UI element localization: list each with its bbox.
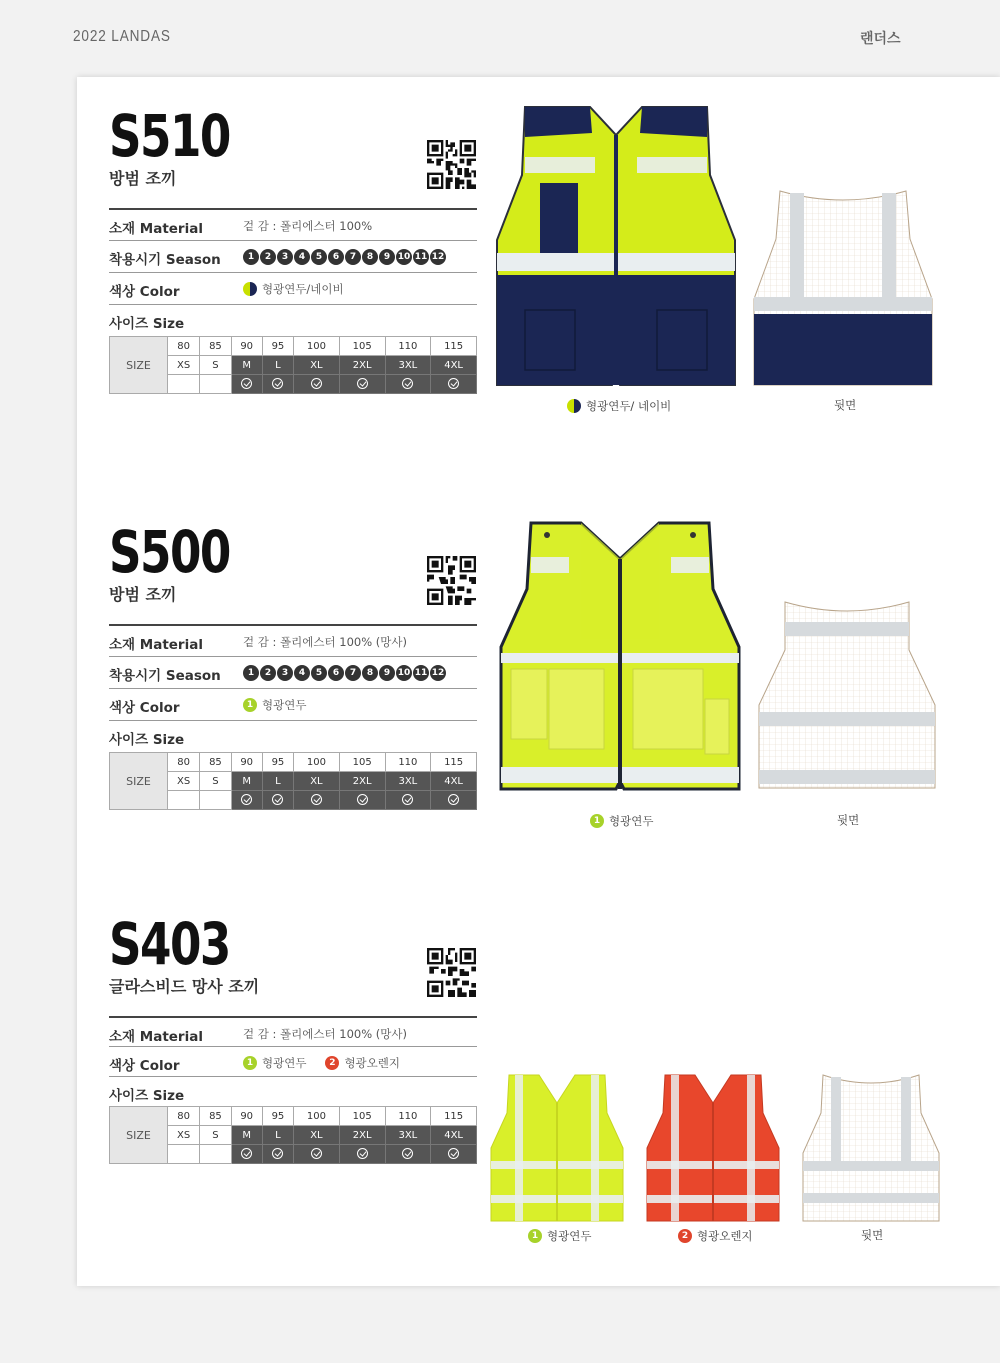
size-letter: 3XL [385,1126,431,1145]
caption-text: 뒷면 [834,398,857,412]
size-letter: S [200,772,231,791]
season-month-badges [243,665,446,681]
season-month-badge: 2 [260,665,276,681]
spec-material [109,624,477,656]
size-number: 105 [339,337,385,356]
size-available-check-icon [385,375,431,394]
size-letter: XS [168,1126,200,1145]
season-month-badge: 4 [294,249,310,265]
color-swatch: 1 [590,814,604,828]
product-name: 방범 조끼 [109,585,177,604]
size-unavailable [200,375,231,394]
image-caption [861,1227,883,1243]
color-option [243,1055,306,1071]
season-month-badge: 1 [243,249,259,265]
size-letter: L [262,772,293,791]
size-number: 90 [231,1107,262,1126]
size-letter: S [200,356,231,375]
season-month-badge: 4 [294,665,310,681]
spec-material [109,1016,477,1046]
size-available-check-icon [231,375,262,394]
color-options [243,281,358,297]
spec-season [109,656,477,688]
spec-season [109,240,477,272]
season-month-badges [243,249,446,265]
size-number: 80 [168,1107,200,1126]
season-month-badge: 6 [328,249,344,265]
size-table-label: SIZE [110,753,168,810]
size-table-label: SIZE [110,337,168,394]
size-unavailable [168,375,200,394]
size-available-check-icon [262,375,293,394]
size-available-check-icon [431,791,477,810]
color-options [243,697,320,713]
season-month-badge: 11 [413,665,429,681]
season-label: 착용시기 Season [109,668,221,684]
material-value: 겉 감 : 폴리에스터 100% (망사) [243,1027,407,1041]
color-label: 색상 Color [109,1058,180,1074]
spec-list [109,1016,477,1106]
color-swatch [567,399,581,413]
brand-name-korean: 랜더스 [860,31,901,47]
size-available-check-icon [231,1145,262,1164]
color-name: 형광오렌지 [344,1056,400,1070]
season-month-badge: 9 [379,249,395,265]
size-letter: L [262,1126,293,1145]
season-month-badge: 3 [277,249,293,265]
spec-list [109,208,477,336]
size-letter: 2XL [339,356,385,375]
season-month-badge: 8 [362,665,378,681]
season-month-badge: 7 [345,249,361,265]
caption-text: 형광연두 [609,814,654,828]
size-number: 80 [168,753,200,772]
vest-front-image [499,519,741,791]
size-letter: XS [168,356,200,375]
size-available-check-icon [231,791,262,810]
spec-color [109,1046,477,1076]
size-number: 85 [200,337,231,356]
season-month-badge: 7 [345,665,361,681]
size-letter: 2XL [339,1126,385,1145]
vest-front-image [495,105,737,387]
spec-size [109,1076,477,1106]
size-label: 사이즈 Size [109,732,185,748]
size-table [109,1106,477,1164]
size-letter: 4XL [431,772,477,791]
vest-back-image [757,600,937,790]
size-available-check-icon [385,1145,431,1164]
size-letter: L [262,356,293,375]
size-available-check-icon [431,1145,477,1164]
vest-front-yellow-image [489,1073,625,1223]
product-code: S403 [109,910,230,978]
size-available-check-icon [294,791,340,810]
size-letter: M [231,1126,262,1145]
size-number: 110 [385,1107,431,1126]
caption-text: 형광연두/ 네이비 [586,399,672,413]
image-caption [834,397,856,413]
image-caption [590,813,653,829]
size-available-check-icon [262,1145,293,1164]
size-number: 115 [431,753,477,772]
size-available-check-icon [339,375,385,394]
material-value: 겉 감 : 폴리에스터 100% [243,219,373,233]
size-number: 100 [294,1107,340,1126]
season-month-badge: 2 [260,249,276,265]
size-letter: 4XL [431,356,477,375]
season-month-badge: 10 [396,249,412,265]
size-number: 105 [339,753,385,772]
color-name: 형광연두 [262,698,307,712]
season-month-badge: 6 [328,665,344,681]
size-letter: XS [168,772,200,791]
size-letter: S [200,1126,231,1145]
size-letter: XL [294,772,340,791]
product-code: S510 [109,102,230,170]
season-month-badge: 3 [277,665,293,681]
size-available-check-icon [339,1145,385,1164]
spec-size [109,720,477,752]
product-name: 글라스비드 망사 조끼 [109,977,260,996]
size-label: 사이즈 Size [109,1088,185,1104]
season-month-badge: 12 [430,665,446,681]
size-letter: XL [294,356,340,375]
size-letter: M [231,356,262,375]
season-label: 착용시기 Season [109,252,221,268]
size-number: 115 [431,1107,477,1126]
image-caption [837,812,859,828]
size-letter: M [231,772,262,791]
size-number: 100 [294,753,340,772]
size-number: 110 [385,337,431,356]
season-month-badge: 9 [379,665,395,681]
color-swatch: 1 [243,698,257,712]
color-swatch [243,282,257,296]
size-number: 110 [385,753,431,772]
qr-code-icon [427,556,476,605]
caption-text: 형광오렌지 [697,1229,753,1243]
spec-color [109,272,477,304]
season-month-badge: 5 [311,665,327,681]
color-option [325,1055,400,1071]
season-month-badge: 8 [362,249,378,265]
size-available-check-icon [294,1145,340,1164]
qr-code-icon [427,140,476,189]
season-month-badge: 5 [311,249,327,265]
material-label: 소재 Material [109,221,203,237]
size-available-check-icon [339,791,385,810]
size-letter: 3XL [385,356,431,375]
size-number: 85 [200,1107,231,1126]
size-available-check-icon [294,375,340,394]
size-number: 115 [431,337,477,356]
size-letter: 3XL [385,772,431,791]
size-letter: 2XL [339,772,385,791]
size-number: 90 [231,337,262,356]
size-table-label: SIZE [110,1107,168,1164]
size-number: 95 [262,753,293,772]
color-option [243,697,306,713]
season-month-badge: 1 [243,665,259,681]
color-label: 색상 Color [109,284,180,300]
size-number: 85 [200,753,231,772]
vest-front-orange-image [645,1073,781,1223]
size-number: 95 [262,337,293,356]
spec-size [109,304,477,336]
season-month-badge: 11 [413,249,429,265]
material-value: 겉 감 : 폴리에스터 100% (망사) [243,635,407,649]
catalog-year-brand: 2022 LANDAS [73,28,171,45]
product-name: 방범 조끼 [109,169,177,188]
image-caption [567,398,671,414]
size-available-check-icon [431,375,477,394]
image-caption [528,1228,591,1244]
color-name: 형광연두/네이비 [262,282,344,296]
vest-back-image [801,1073,941,1223]
size-unavailable [200,791,231,810]
size-available-check-icon [385,791,431,810]
catalog-page [77,77,1000,1286]
spec-color [109,688,477,720]
size-number: 95 [262,1107,293,1126]
size-unavailable [168,1145,200,1164]
color-swatch: 2 [325,1056,339,1070]
qr-code-icon [427,948,476,997]
size-number: 80 [168,337,200,356]
size-unavailable [200,1145,231,1164]
material-label: 소재 Material [109,1029,203,1045]
size-letter: 4XL [431,1126,477,1145]
size-table [109,752,477,810]
caption-text: 뒷면 [861,1228,884,1242]
size-letter: XL [294,1126,340,1145]
color-swatch: 1 [243,1056,257,1070]
color-option [243,281,344,297]
size-unavailable [168,791,200,810]
size-table [109,336,477,394]
season-month-badge: 12 [430,249,446,265]
color-label: 색상 Color [109,700,180,716]
caption-text: 뒷면 [837,813,860,827]
color-swatch: 1 [528,1229,542,1243]
size-number: 105 [339,1107,385,1126]
size-number: 100 [294,337,340,356]
vest-back-image [752,189,934,387]
size-number: 90 [231,753,262,772]
material-label: 소재 Material [109,637,203,653]
image-caption [678,1228,753,1244]
product-code: S500 [109,518,230,586]
spec-material [109,208,477,240]
color-options [243,1055,414,1071]
size-available-check-icon [262,791,293,810]
size-label: 사이즈 Size [109,316,185,332]
color-name: 형광연두 [262,1056,307,1070]
spec-list [109,624,477,752]
season-month-badge: 10 [396,665,412,681]
color-swatch: 2 [678,1229,692,1243]
caption-text: 형광연두 [547,1229,592,1243]
